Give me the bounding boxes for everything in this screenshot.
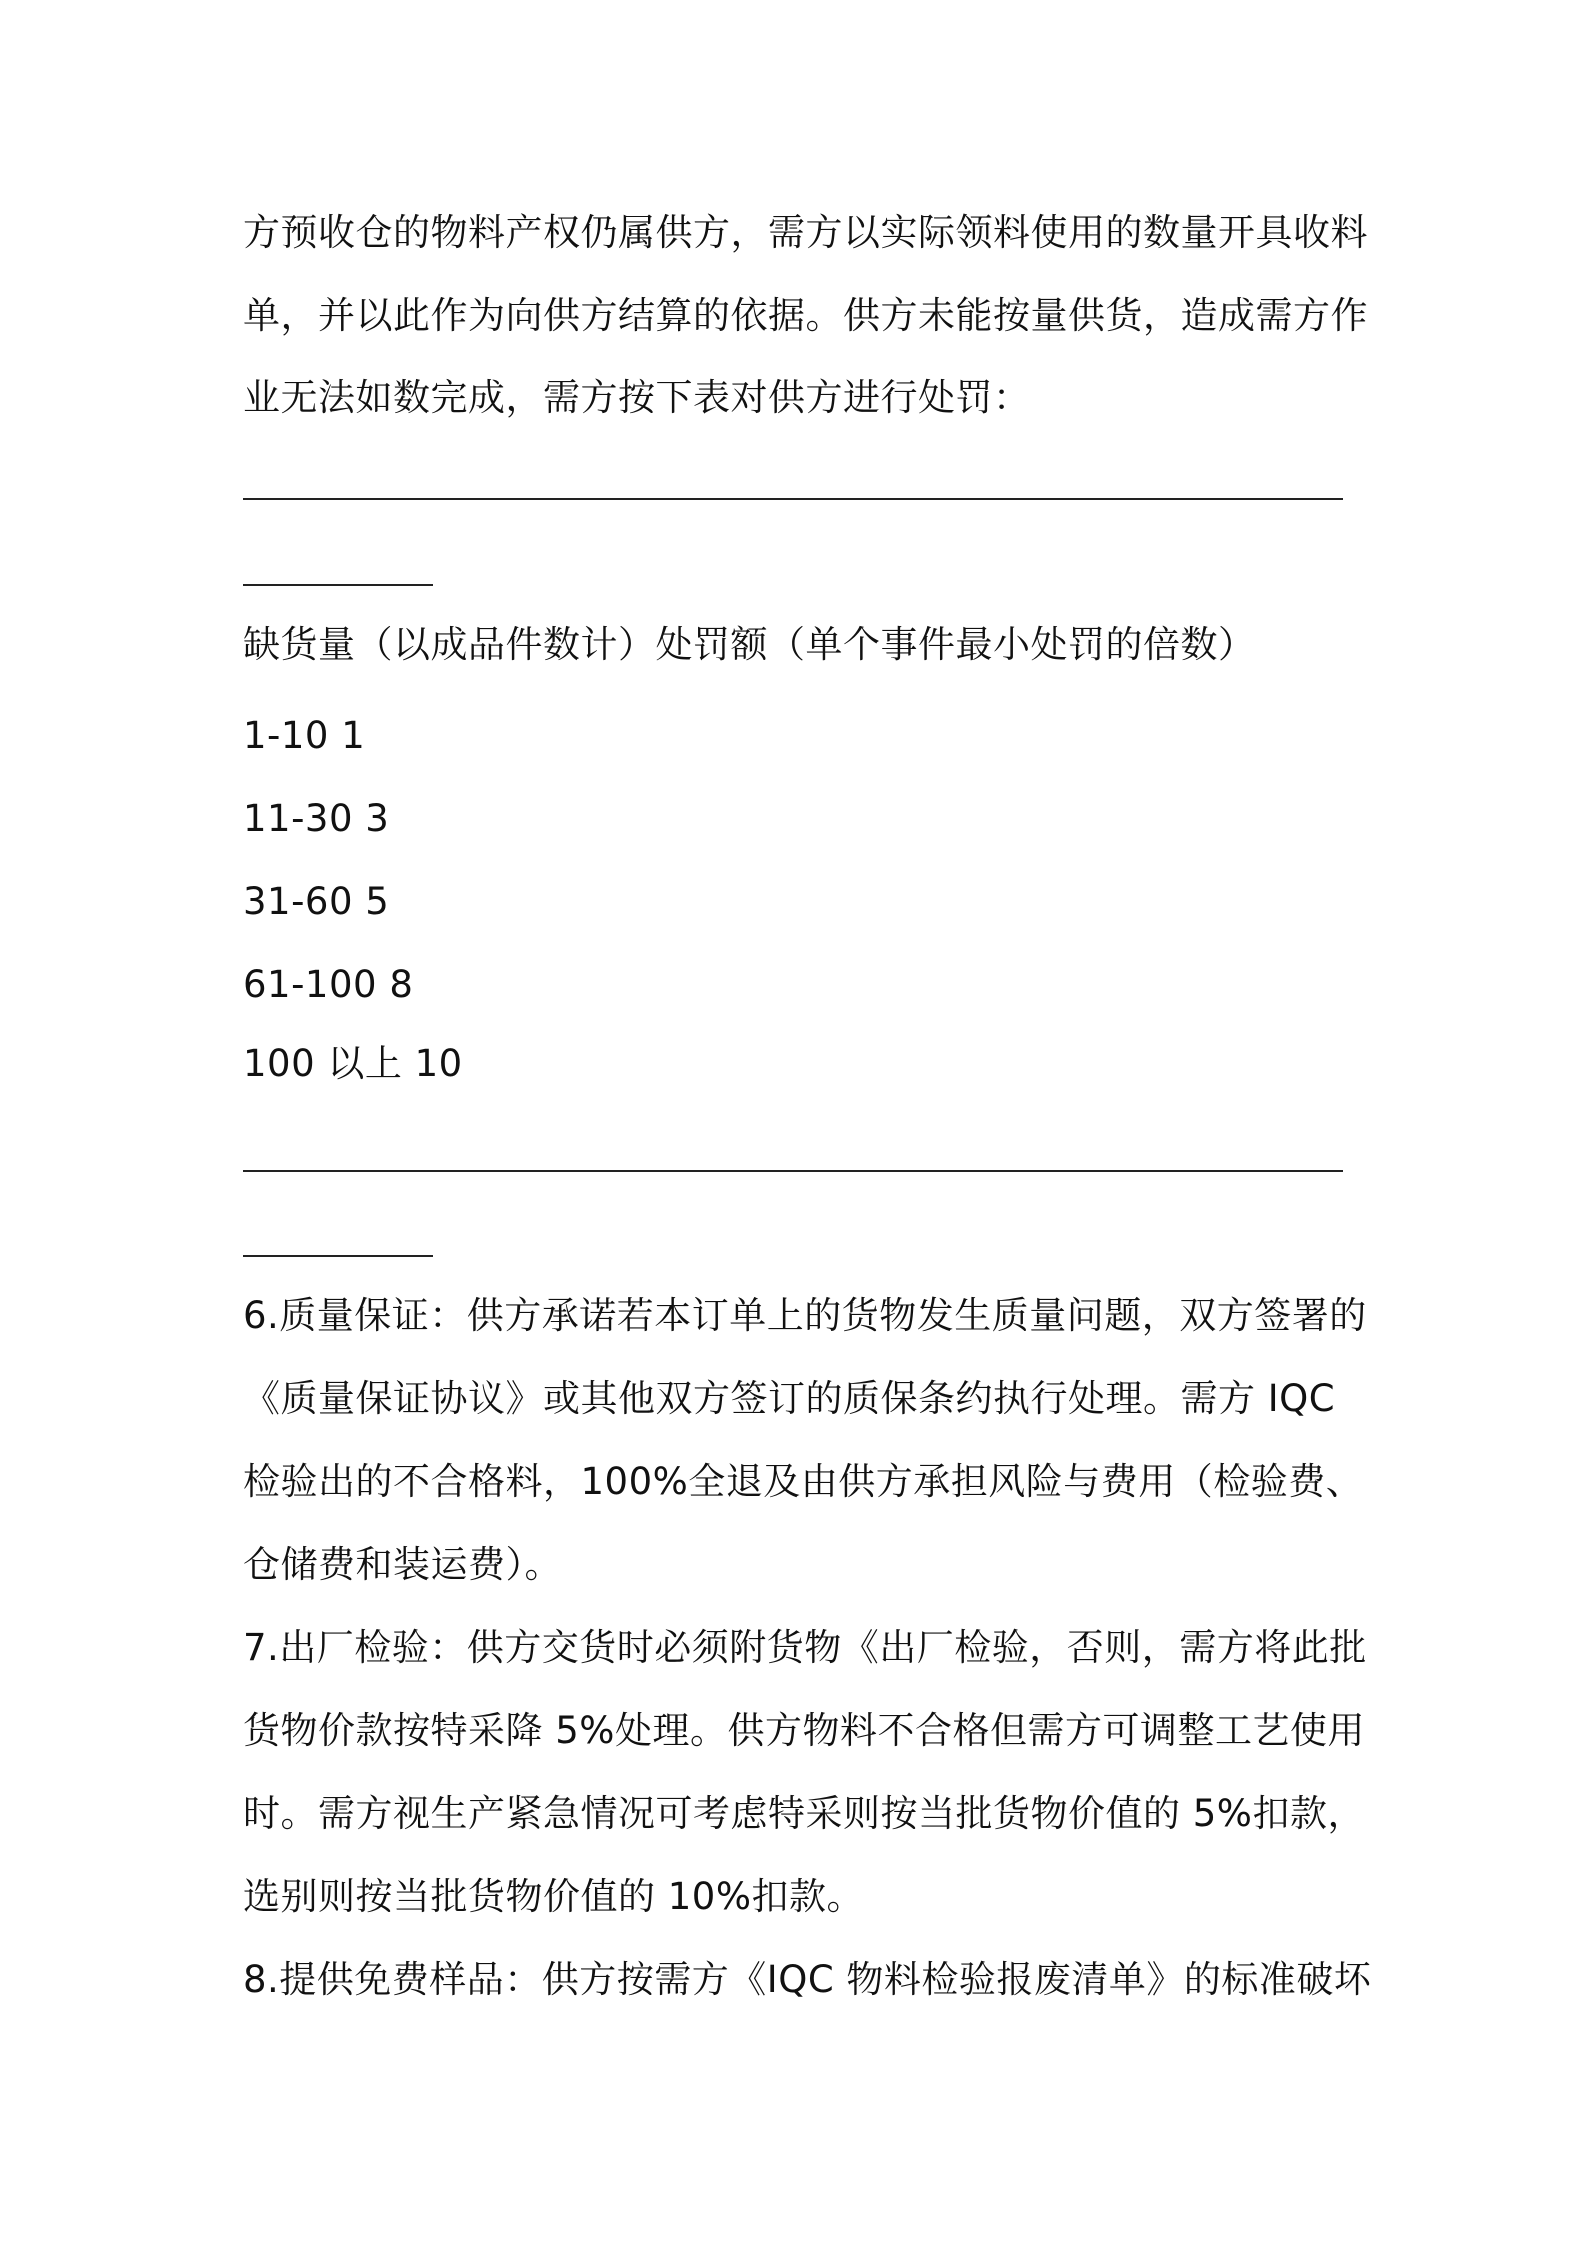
section-6-line: 检验出的不合格料，100%全退及由供方承担风险与费用（检验费、 bbox=[243, 1460, 1364, 1503]
section-7-line: 7.出厂检验：供方交货时必须附货物《出厂检验，否则，需方将此批 bbox=[243, 1626, 1367, 1669]
table-top-rule bbox=[243, 498, 1343, 500]
section-7-line: 选别则按当批货物价值的 10%扣款。 bbox=[243, 1875, 864, 1918]
paragraph-line: 方预收仓的物料产权仍属供方，需方以实际领料使用的数量开具收料 bbox=[243, 211, 1368, 254]
paragraph-line: 单，并以此作为向供方结算的依据。供方未能按量供货，造成需方作 bbox=[243, 294, 1368, 337]
table-row: 31-60 5 bbox=[243, 880, 390, 923]
section-6-line: 仓储费和装运费）。 bbox=[243, 1543, 562, 1586]
table-row: 1-10 1 bbox=[243, 714, 366, 757]
table-header: 缺货量（以成品件数计）处罚额（单个事件最小处罚的倍数） bbox=[243, 623, 1256, 666]
section-8-line: 8.提供免费样品：供方按需方《IQC 物料检验报废清单》的标准破坏 bbox=[243, 1958, 1372, 2001]
table-row: 61-100 8 bbox=[243, 963, 414, 1006]
paragraph-line: 业无法如数完成，需方按下表对供方进行处罚： bbox=[243, 376, 1031, 419]
table-bottom-rule bbox=[243, 1170, 1343, 1172]
section-6-line: 6.质量保证：供方承诺若本订单上的货物发生质量问题，双方签署的 bbox=[243, 1294, 1367, 1337]
table-row: 100 以上 10 bbox=[243, 1042, 463, 1085]
section-7-line: 货物价款按特采降 5%处理。供方物料不合格但需方可调整工艺使用 bbox=[243, 1709, 1365, 1752]
table-row: 11-30 3 bbox=[243, 797, 390, 840]
table-top-rule-continuation bbox=[243, 584, 433, 586]
table-bottom-rule-continuation bbox=[243, 1255, 433, 1257]
section-6-line: 《质量保证协议》或其他双方签订的质保条约执行处理。需方 IQC bbox=[243, 1377, 1336, 1420]
section-7-line: 时。需方视生产紧急情况可考虑特采则按当批货物价值的 5%扣款， bbox=[243, 1792, 1365, 1835]
